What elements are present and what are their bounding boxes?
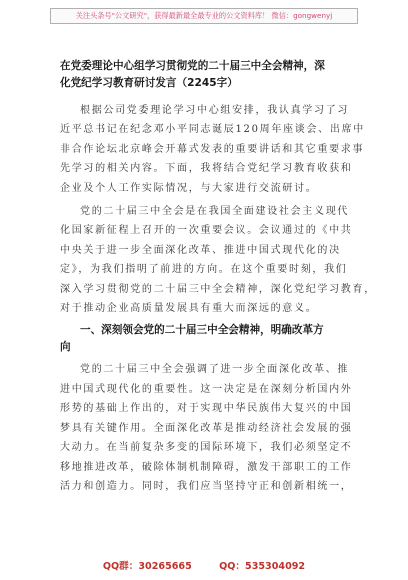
- document-title: [60, 58, 360, 92]
- paragraph-line: 深入学习贯彻党的二十届三中全会精神，深化党纪学习教育，: [60, 283, 376, 295]
- paragraph-plenum: [60, 202, 376, 318]
- paragraph-line: 活力和创造力。同时，我们应当坚持守正和创新相统一，: [60, 480, 353, 492]
- paragraph-line: 非合作论坛北京峰会开幕式发表的重要讲话和其它重要求事: [60, 143, 365, 155]
- paragraph-line: 定》，为我们指明了前进的方向。在这个重要时刻，我们: [60, 264, 348, 276]
- paragraph-line: 梦具有关键作用。全面深化改革是推动经济社会发展的强: [60, 422, 353, 434]
- title-line-2: 化党纪学习教育研讨发言（2245字）: [60, 77, 238, 89]
- paragraph-line: 移地推进改革，破除体制机制障碍，激发干部职工的工作: [60, 461, 353, 473]
- section-heading-1: [60, 322, 360, 356]
- paragraph-line: 先学习的相关内容。下面，我将结合党纪学习教育收获和: [60, 163, 353, 175]
- paragraph-line: 根据公司党委理论学习中心组安排，我认真学习了习: [80, 105, 350, 116]
- paragraph-line: 近平总书记在纪念邓小平同志诞辰120周年座谈会、出席中: [60, 124, 365, 136]
- paragraph-line: 化国家新征程上召开的一次重要会议。会议通过的《中共: [60, 225, 353, 237]
- paragraph-line: 大动力。在当前复杂多变的国际环境下，我们必须坚定不: [60, 442, 353, 454]
- footer-qq: QQ：535304092: [219, 561, 306, 572]
- paragraph-line: 形势的基础上作出的，对于实现中华民族伟大复兴的中国: [60, 403, 353, 415]
- paragraph-line: 党的二十届三中全会强调了进一步全面深化改革、推: [80, 364, 350, 376]
- top-banner: [50, 8, 358, 24]
- footer-qq-group: QQ群：30265665: [102, 561, 192, 572]
- paragraph-reform: [60, 360, 360, 496]
- title-line-1: 在党委理论中心组学习贯彻党的二十届三中全会精神，深: [60, 60, 325, 72]
- paragraph-line: 党的二十届三中全会是在我国全面建设社会主义现代: [80, 206, 350, 218]
- paragraph-intro: [60, 101, 365, 198]
- heading-line-2: 向: [60, 341, 71, 354]
- paragraph-line: 中央关于进一步全面深化改革、推进中国式现代化的决: [60, 244, 341, 256]
- footer-contact: [0, 558, 408, 572]
- document-body: [60, 101, 376, 496]
- banner-text: 关注头条号"公文研究"，获得最新最全最专业的公文资料库！ 微信：gongwenyj: [75, 11, 333, 20]
- heading-line-1: 一、深刻领会党的二十届三中全会精神，明确改革方: [80, 324, 324, 337]
- paragraph-line: 进中国式现代化的重要性。这一决定是在深刻分析国内外: [60, 383, 353, 395]
- paragraph-line: 企业及个人工作实际情况，与大家进行交流研讨。: [60, 182, 318, 194]
- paragraph-line: 对于推动企业高质量发展具有重大而深远的意义。: [60, 303, 318, 315]
